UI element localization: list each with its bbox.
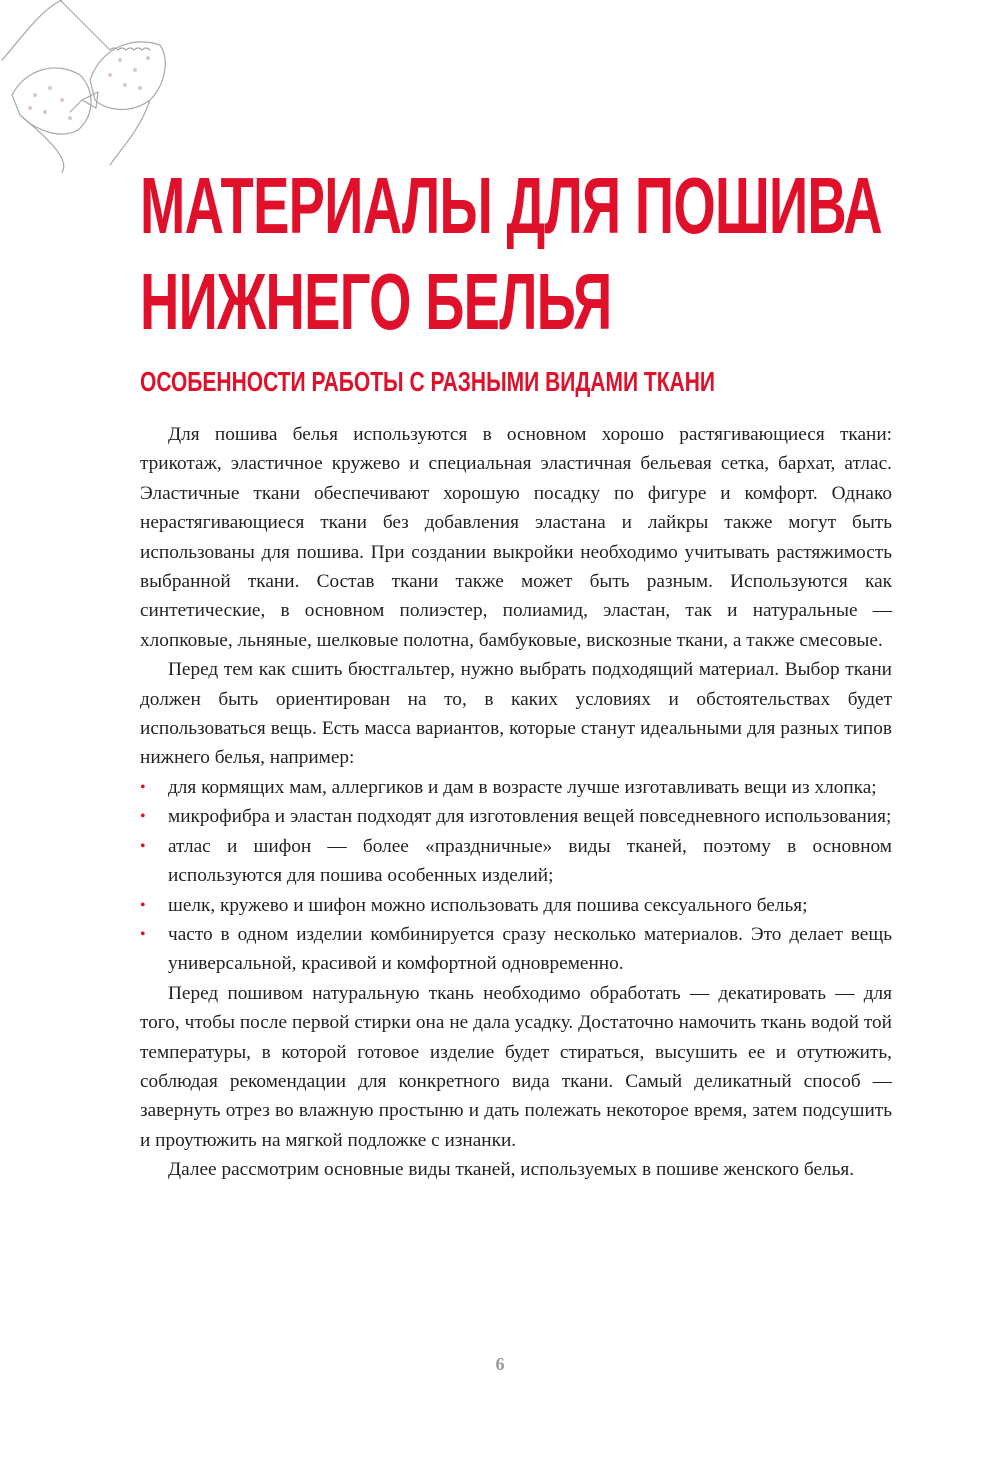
page-number: 6 (495, 1354, 505, 1374)
paragraph-4: Далее рассмотрим основные виды тканей, используемых в пошиве женского белья. (168, 1159, 855, 1181)
list-item (140, 832, 892, 891)
list-item (140, 773, 892, 802)
bra-strap-left (2, 0, 62, 60)
list-item (140, 920, 892, 979)
list-item-text: микрофибра и эластан подходят для изготовления вещей повседневного использования; (168, 806, 892, 828)
title-line-2: НИЖНЕГО БЕЛЬЯ (140, 257, 612, 346)
bra-cup-right (90, 42, 165, 110)
list-item (140, 891, 892, 920)
list-item-text: для кормящих мам, аллергиков и дам в возрасте лучше изготавливать вещи из хлопка; (168, 776, 877, 798)
page-title (140, 158, 882, 350)
bra-lace-edge (110, 48, 150, 50)
bullet-icon: • (140, 808, 146, 826)
paragraph-3: Перед пошивом натуральную ткань необходимо обработать — декатировать — для того, чтобы после первой стирки она не дала усадку. Достаточно намочить ткань водой той температуры, в которой готовое изделие будет стираться, высушить ее и отутюжить, соблюдая рекомендации для конкретного вида ткани. Самый деликатный способ — завернуть отрез во влажную простыню и дать полежать некоторое время, затем подсушить и проутюжить на мягкой подложке с изнанки. (140, 982, 892, 1151)
paragraph-1: Для пошива белья используются в основном хорошо растягивающиеся ткани: трикотаж, эластичное кружево и специальная эластичная бельевая сетка, бархат, атлас. Эластичные ткани обеспечивают хорошую посадку по фигуре и комфорт. Однако нерастягивающиеся ткани без добавления эластана и лайкры также могут быть использованы для пошива. При создании выкройки необходимо учитывать растяжимость выбранной ткани. Состав ткани также может быть разным. Используются как синтетические, в основном полиэстер, полиамид, эластан, так и натуральные — хлопковые, льняные, шелковые полотна, бамбуковые, вискозные ткани, а также смесовые. (140, 424, 892, 651)
bra-strap-right (60, 0, 110, 50)
title-line-1: МАТЕРИАЛЫ ДЛЯ ПОШИВА (140, 161, 882, 250)
body-text (140, 420, 892, 1185)
paragraph-2: Перед тем как сшить бюстгальтер, нужно выбрать подходящий материал. Выбор ткани должен быть ориентирован на то, в каких условиях и обстоятельствах будет использоваться вещь. Есть масса вариантов, которые станут идеальными для разных типов нижнего белья, например: (140, 659, 892, 769)
bullet-icon: • (140, 837, 146, 855)
list-item-text: шелк, кружево и шифон можно использовать для пошива сексуального белья; (168, 894, 808, 916)
list-item-text: атлас и шифон — более «праздничные» виды тканей, поэтому в основном используются для пошива особенных изделий; (168, 835, 892, 887)
bullet-icon: • (140, 896, 146, 914)
lingerie-illustration (0, 0, 175, 175)
bullet-icon: • (140, 778, 146, 796)
bra-band (20, 100, 150, 172)
section-subtitle: ОСОБЕННОСТИ РАБОТЫ С РАЗНЫМИ ВИДАМИ ТКАНИ (140, 366, 715, 397)
list-item (140, 802, 892, 831)
bra-cup-left (12, 68, 91, 134)
bullet-icon: • (140, 925, 146, 943)
bullet-list (140, 773, 892, 979)
list-item-text: часто в одном изделии комбинируется сразу несколько материалов. Это делает вещь универсальной, красивой и комфортной одновременно. (168, 923, 892, 975)
